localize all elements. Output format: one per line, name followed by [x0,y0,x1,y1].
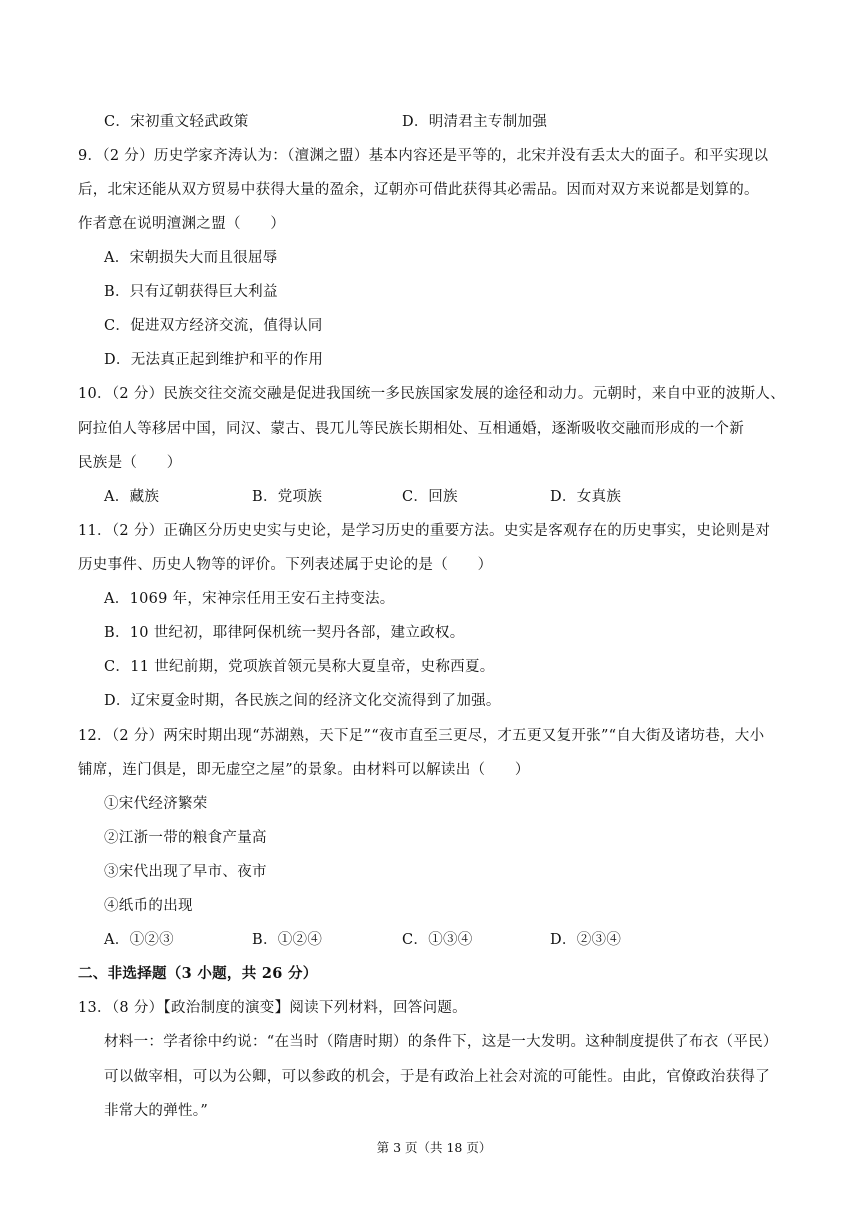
q9-stem-line3: 作者意在说明澶渊之盟（ ） [78,216,286,232]
q12-option-c: C．①③④ [402,932,473,948]
q10-option-c: C．回族 [402,489,458,505]
q12-stem-line1: 12．（2 分）两宋时期出现“苏湖熟，天下足”“夜市直至三更尽，才五更又复开张”“自大街及诸坊巷，大小 [78,728,765,744]
q11-option-c: C．11 世纪前期，党项族首领元昊称大夏皇帝，史称西夏。 [104,659,495,675]
q10-option-d: D．女真族 [550,489,622,505]
q13-material-line2: 可以做宰相，可以为公卿，可以参政的机会，于是有政治上社会对流的可能性。由此，官僚政治获得了 [104,1069,770,1085]
q11-option-a: A．1069 年，宋神宗任用王安石主持变法。 [104,591,395,607]
q12-option-a: A．①②③ [104,932,174,948]
q9-option-b: B．只有辽朝获得巨大利益 [104,284,278,300]
q11-option-b: B．10 世纪初，耶律阿保机统一契丹各部，建立政权。 [104,625,465,641]
q9-option-a: A．宋朝损失大而且很屈辱 [104,250,278,266]
q12-stem-line2: 铺席，连门俱是，即无虚空之屋”的景象。由材料可以解读出（ ） [78,762,530,778]
q13-stem: 13．（8 分）【政治制度的演变】阅读下列材料，回答问题。 [78,1000,467,1016]
q9-option-c: C．促进双方经济交流，值得认同 [104,318,323,334]
q12-statement-3: ③宋代出现了早市、夜市 [104,864,267,880]
q10-stem-line1: 10．（2 分）民族交往交流交融是促进我国统一多民族国家发展的途径和动力。元朝时，来自中亚的波斯人、 [78,386,786,402]
q8-option-d: D．明清君主专制加强 [402,114,548,130]
q12-statement-4: ④纸币的出现 [104,898,193,914]
q10-option-a: A．藏族 [104,489,160,505]
q13-material-line3: 非常大的弹性。” [104,1103,209,1119]
q12-option-b: B．①②④ [252,932,323,948]
section-heading: 二、非选择题（3 小题，共 26 分） [78,965,318,982]
q10-stem-line2: 阿拉伯人等移居中国，同汉、蒙古、畏兀儿等民族长期相处、互相通婚，逐渐吸收交融而形成的一个新 [78,421,744,437]
q9-option-d: D．无法真正起到维护和平的作用 [104,352,324,368]
q9-stem-line1: 9．（2 分）历史学家齐涛认为：（澶渊之盟）基本内容还是平等的，北宋并没有丢太大的面子。和平实现以 [78,148,769,164]
q8-option-c: C．宋初重文轻武政策 [104,114,249,130]
page-footer: 第 3 页（共 18 页） [376,1140,492,1155]
q12-statement-2: ②江浙一带的粮食产量高 [104,830,267,846]
q12-statement-1: ①宋代经济繁荣 [104,796,208,812]
q9-stem-line2: 后，北宋还能从双方贸易中获得大量的盈余，辽朝亦可借此获得其必需品。因而对双方来说都是划算的。 [78,182,759,198]
q10-option-b: B．党项族 [252,489,323,505]
q11-stem-line1: 11．（2 分）正确区分历史史实与史论，是学习历史的重要方法。史实是客观存在的历史事实，史论则是对 [78,523,771,539]
q11-stem-line2: 历史事件、历史人物等的评价。下列表述属于史论的是（ ） [78,557,493,573]
q11-option-d: D．辽宋夏金时期，各民族之间的经济文化交流得到了加强。 [104,693,501,709]
q12-option-d: D．②③④ [550,932,622,948]
q13-material-line1: 材料一：学者徐中约说：“在当时（隋唐时期）的条件下，这是一大发明。这种制度提供了布衣（平民） [104,1034,778,1050]
q10-stem-line3: 民族是（ ） [78,455,182,471]
